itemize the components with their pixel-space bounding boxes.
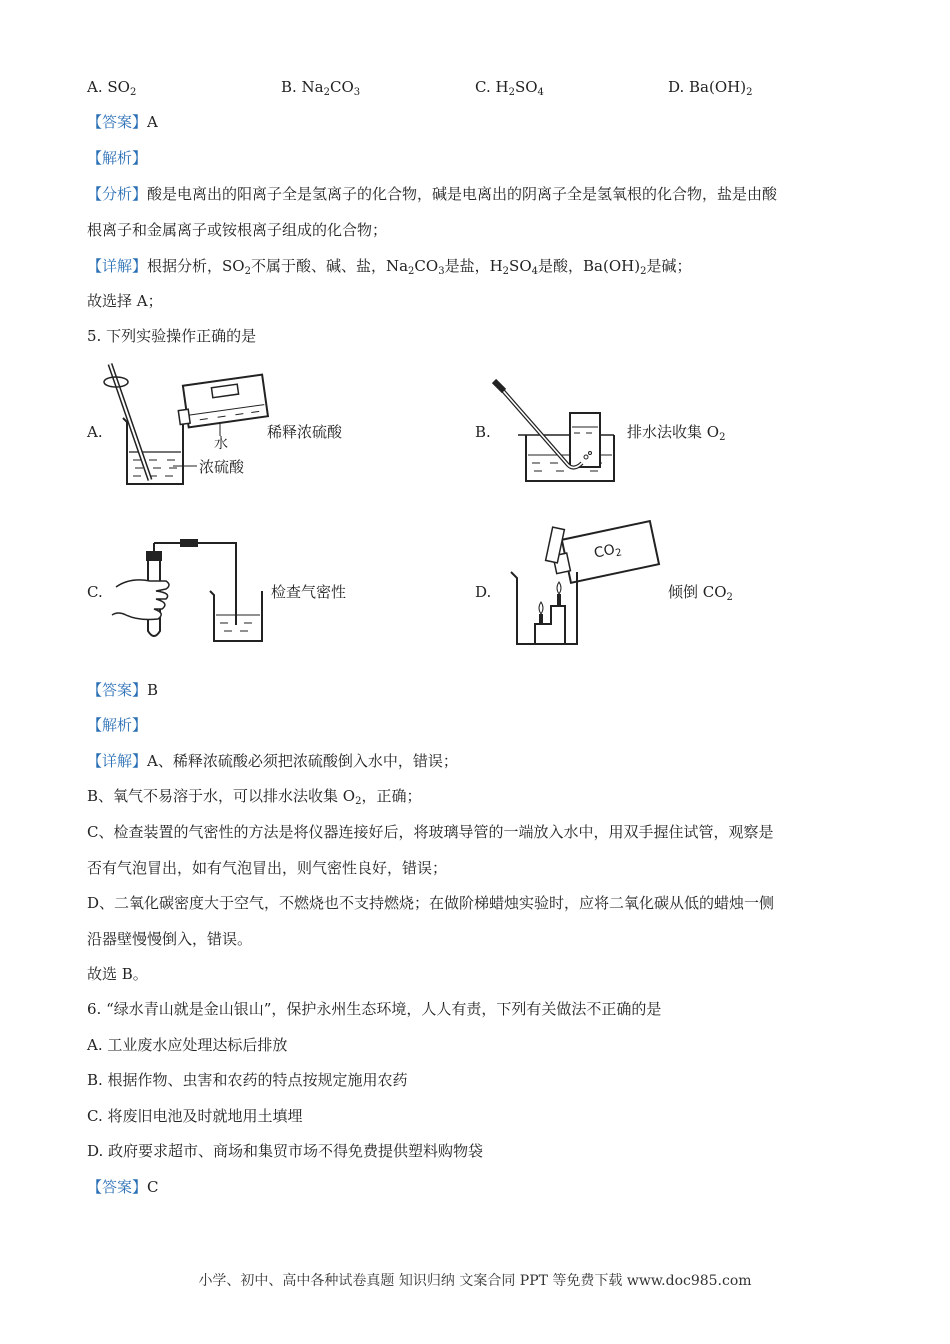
airtightness-diagram xyxy=(110,535,270,645)
q5-stem: 5. 下列实验操作正确的是 xyxy=(87,327,257,345)
pour-co2-diagram xyxy=(505,520,665,650)
q5-option-d-caption: 倾倒 $CO_2$ xyxy=(668,583,733,603)
q6-option-d: D. 政府要求超市、商场和集贸市场不得免费提供塑料购物袋 xyxy=(87,1142,484,1160)
q5-option-b-caption: 排水法收集 $O_2$ xyxy=(627,423,726,443)
page-footer: 小学、初中、高中各种试卷真题 知识归纳 文案合同 PPT 等免费下载 www.doc985.com xyxy=(198,1273,752,1289)
q5-detail-d1: D、二氧化碳密度大于空气，不燃烧也不支持燃烧；在做阶梯蜡烛实验时，应将二氧化碳从低的蜡烛一侧 xyxy=(87,894,775,912)
q4-conclusion: 故选择 A； xyxy=(87,292,163,310)
q5-option-c-caption: 检查气密性 xyxy=(271,583,347,601)
q6-answer: 【答案】C xyxy=(87,1178,159,1196)
q4-option-b: B. $Na_2CO_3$ xyxy=(281,78,361,98)
q5-option-d-letter: D. xyxy=(475,583,492,601)
q4-option-a: A. $SO_2$ xyxy=(87,78,137,98)
q4-detail: 【详解】根据分析，$SO_2$不属于酸、碱、盐，$Na_2CO_3$是盐，$H_2SO_4$是酸，$Ba(OH)_2$是碱； xyxy=(87,257,692,277)
q5-detail-b: B、氧气不易溶于水，可以排水法收集 $O_2$，正确； xyxy=(87,787,422,807)
q4-fenxi-line2: 根离子和金属离子或铵根离子组成的化合物； xyxy=(87,221,388,239)
q6-stem: 6. “绿水青山就是金山银山”，保护永州生态环境，人人有责，下列有关做法不正确的是 xyxy=(87,1000,662,1018)
q5-jiexi: 【解析】 xyxy=(87,716,148,734)
q5-option-b-letter: B. xyxy=(475,423,491,441)
q4-answer: 【答案】A xyxy=(87,113,158,131)
q4-option-c: C. $H_2SO_4$ xyxy=(475,78,544,98)
q5-detail-c1: C、检查装置的气密性的方法是将仪器连接好后，将玻璃导管的一端放入水中，用双手握住试管，观察是 xyxy=(87,823,774,841)
water-label: 水 xyxy=(214,436,228,452)
q5-option-a-caption: 稀释浓硫酸 xyxy=(267,423,343,441)
q6-option-b: B. 根据作物、虫害和农药的特点按规定施用农药 xyxy=(87,1071,408,1089)
q4-fenxi-line1: 【分析】酸是电离出的阳离子全是氢离子的化合物，碱是电离出的阴离子全是氢氧根的化合物，盐是由酸 xyxy=(87,185,778,203)
q5-detail-c2: 否有气泡冒出，如有气泡冒出，则气密性良好，错误； xyxy=(87,859,448,877)
q5-answer: 【答案】B xyxy=(87,681,159,699)
q5-conclusion: 故选 B。 xyxy=(87,965,148,983)
water-displacement-diagram xyxy=(490,375,630,485)
q5-option-a-letter: A. xyxy=(87,423,103,441)
q5-detail-d2: 沿器壁慢慢倒入，错误。 xyxy=(87,930,253,948)
q6-option-a: A. 工业废水应处理达标后排放 xyxy=(87,1036,288,1054)
co2-bottle-label: $CO_2$ xyxy=(592,541,623,562)
q5-option-c-letter: C. xyxy=(87,583,103,601)
q5-detail-a: 【详解】A、稀释浓硫酸必须把浓硫酸倒入水中，错误； xyxy=(87,752,458,770)
acid-label: 浓硫酸 xyxy=(199,458,245,476)
q4-option-d: D. $Ba(OH)_2$ xyxy=(668,78,753,98)
q4-jiexi: 【解析】 xyxy=(87,149,148,167)
q6-option-c: C. 将废旧电池及时就地用土填埋 xyxy=(87,1107,303,1125)
